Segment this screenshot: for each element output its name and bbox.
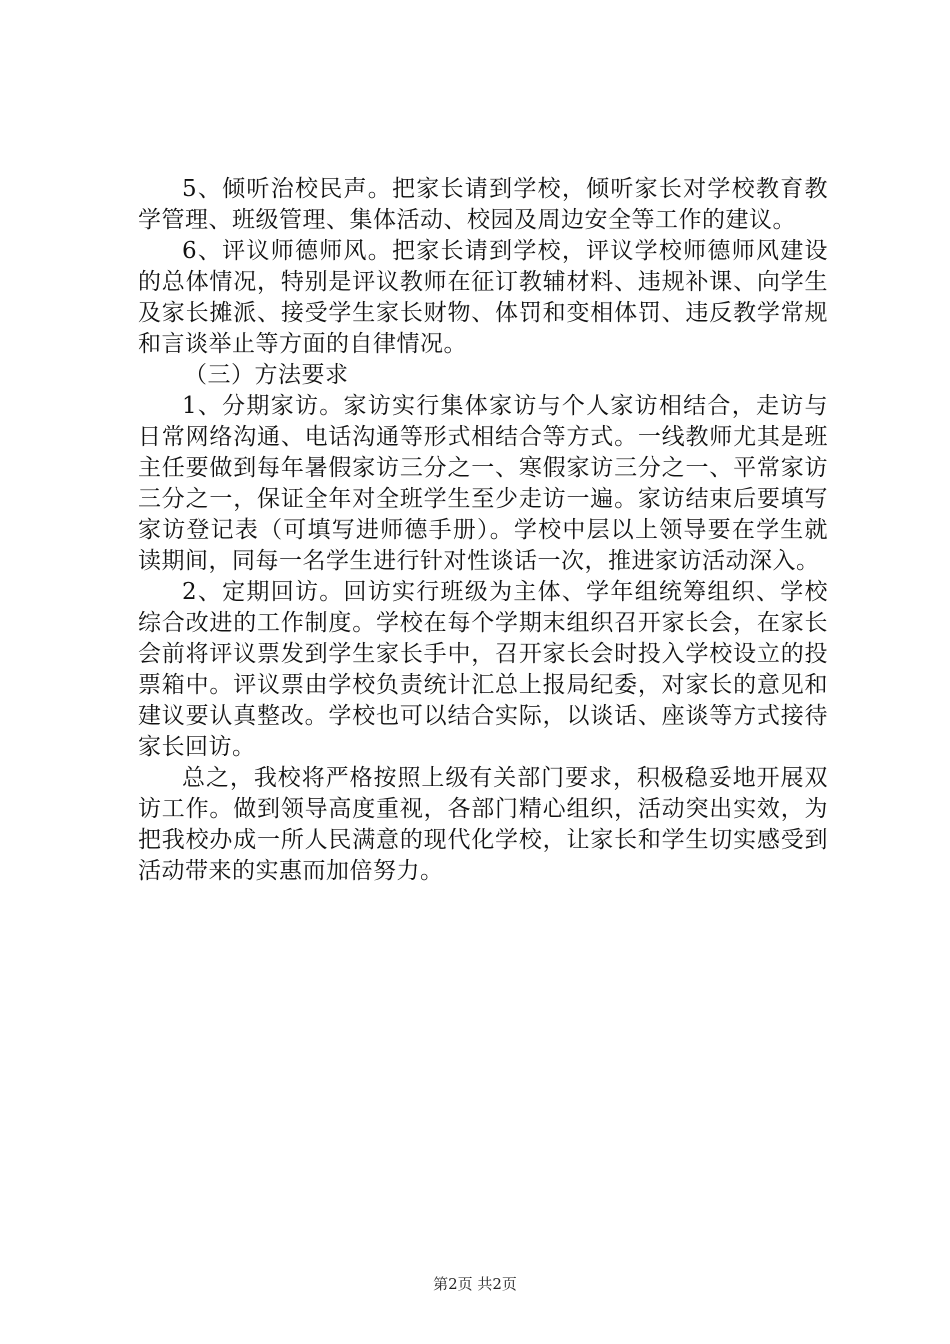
paragraph-method-2: 2、定期回访。回访实行班级为主体、学年组统筹组织、学校综合改进的工作制度。学校在每个学期末组织召开家长会，在家长会前将评议票发到学生家长手中，召开家长会时投入学校设立的投票箱中。评议票由学校负责统计汇总上报局纪委，对家长的意见和建议要认真整改。学校也可以结合实际，以谈话、座谈等方式接待家长回访。 (138, 579, 828, 760)
paragraph-item-5: 5、倾听治校民声。把家长请到学校，倾听家长对学校教育教学管理、班级管理、集体活动、校园及周边安全等工作的建议。 (138, 176, 828, 233)
page-number-footer: 第2页 共2页 (433, 1275, 517, 1293)
paragraph-conclusion: 总之，我校将严格按照上级有关部门要求，积极稳妥地开展双访工作。做到领导高度重视，各部门精心组织，活动突出实效，为把我校办成一所人民满意的现代化学校，让家长和学生切实感受到活动带来的实惠而加倍努力。 (138, 765, 828, 884)
document-body (138, 174, 828, 887)
section-heading-methods: （三）方法要求 (184, 362, 349, 388)
paragraph-item-6: 6、评议师德师风。把家长请到学校，评议学校师德师风建设的总体情况，特别是评议教师在征订教辅材料、违规补课、向学生及家长摊派、接受学生家长财物、体罚和变相体罚、违反教学常规和言谈举止等方面的自律情况。 (138, 238, 828, 357)
paragraph-method-1: 1、分期家访。家访实行集体家访与个人家访相结合，走访与日常网络沟通、电话沟通等形式相结合等方式。一线教师尤其是班主任要做到每年暑假家访三分之一、寒假家访三分之一、平常家访三分之一，保证全年对全班学生至少走访一遍。家访结束后要填写家访登记表（可填写进师德手册）。学校中层以上领导要在学生就读期间，同每一名学生进行针对性谈话一次，推进家访活动深入。 (138, 393, 828, 574)
